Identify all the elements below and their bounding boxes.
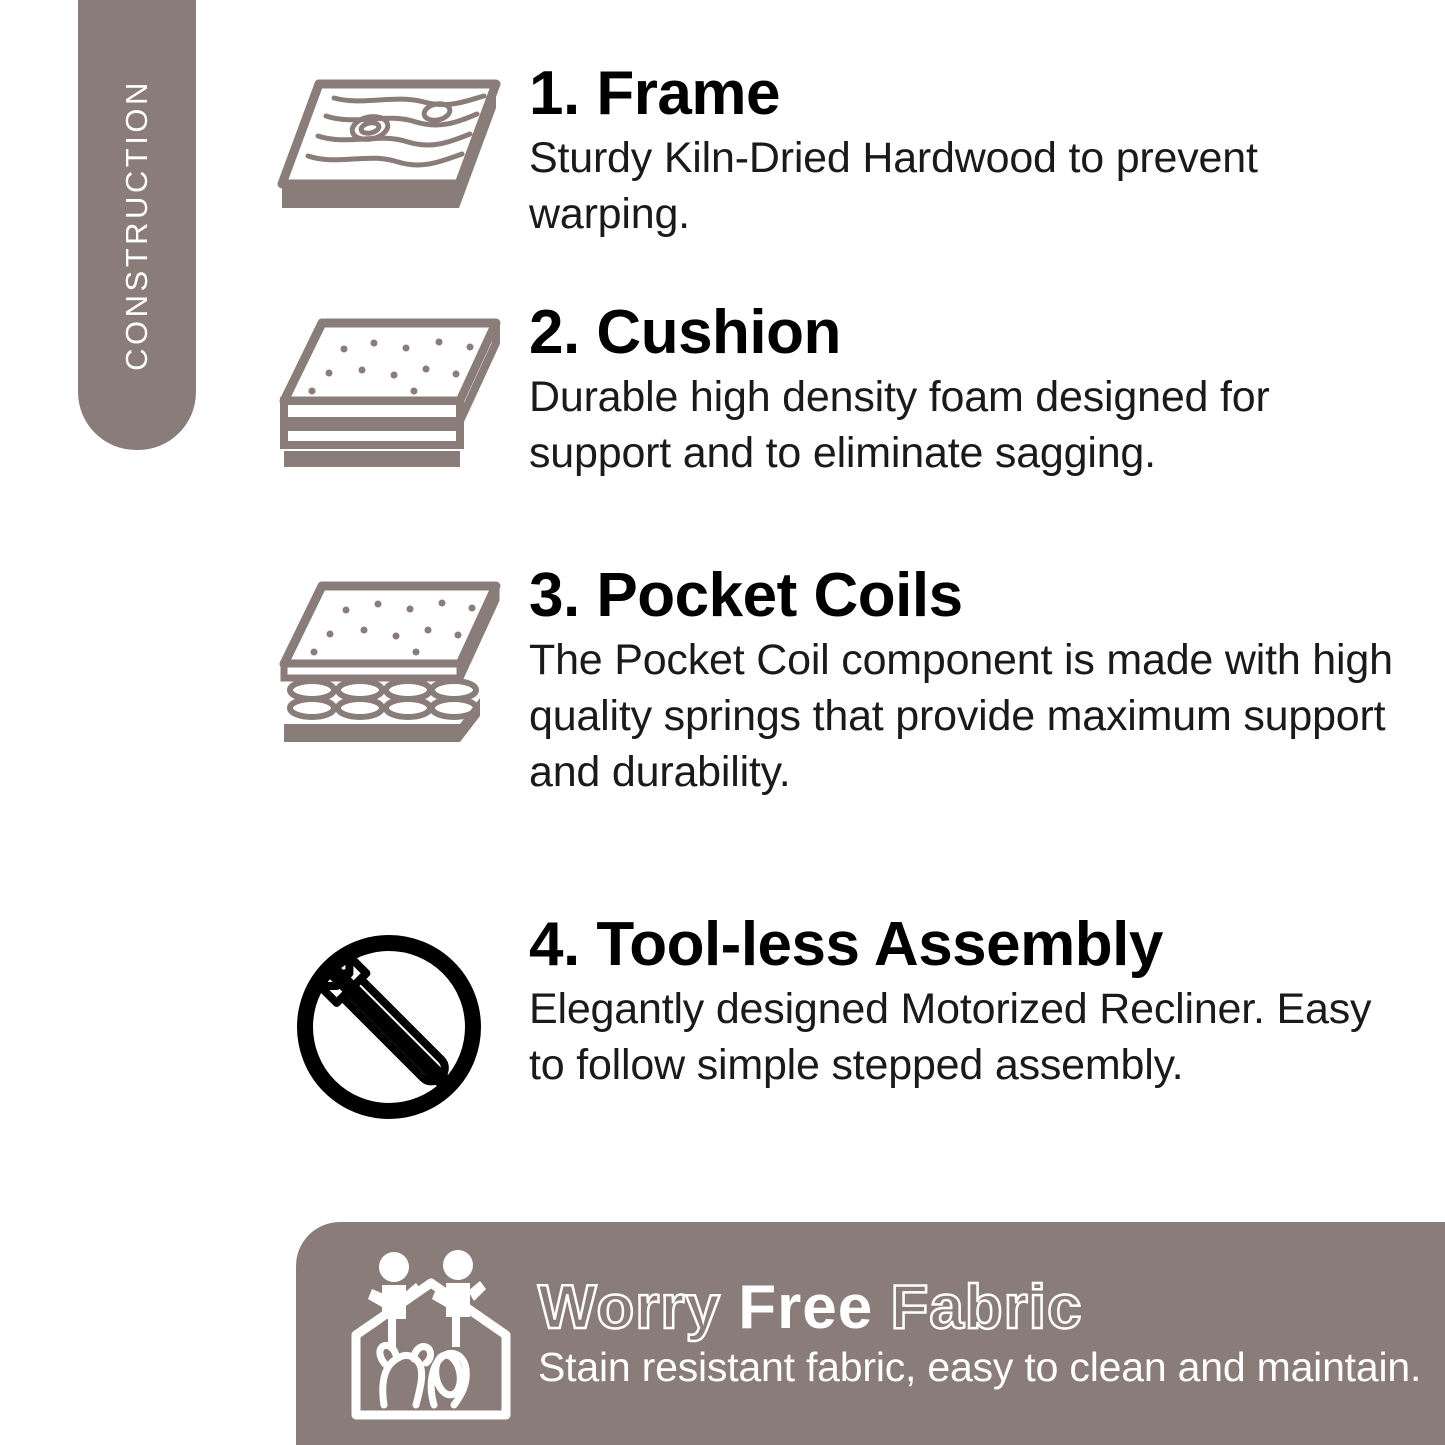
pocket-coils-icon	[255, 564, 523, 763]
list-item	[255, 59, 1405, 243]
banner-title-word-2: Free	[738, 1273, 874, 1343]
feature-body: Elegantly designed Motorized Recliner. Easy to follow simple stepped assembly.	[529, 985, 1372, 1090]
family-pet-house-icon	[336, 1239, 526, 1429]
banner-subtitle: Stain resistant fabric, easy to clean and maintain.	[538, 1344, 1422, 1391]
feature-body: Sturdy Kiln-Dried Hardwood to prevent warping.	[529, 134, 1258, 239]
feature-body: Durable high density foam designed for support and to eliminate sagging.	[529, 373, 1270, 478]
feature-title: 2. Cushion	[529, 298, 841, 368]
feature-title: 3. Pocket Coils	[529, 561, 963, 631]
banner-title	[538, 1273, 1421, 1343]
list-item	[255, 909, 1405, 1127]
feature-title: 1. Frame	[529, 59, 781, 128]
worry-free-fabric-banner	[296, 1222, 1445, 1445]
side-tab-label: CONSTRUCTION	[119, 79, 154, 371]
banner-title-word-1: Worry	[538, 1273, 722, 1343]
feature-text	[523, 561, 1405, 801]
feature-body: The Pocket Coil component is made with high quality springs that provide maximum support and durability.	[529, 636, 1393, 797]
foam-cushion-icon	[255, 301, 523, 480]
banner-text	[526, 1273, 1421, 1393]
feature-text	[523, 59, 1405, 243]
wood-plank-icon	[255, 62, 523, 226]
feature-text	[523, 909, 1405, 1094]
list-item	[255, 561, 1405, 801]
banner-title-word-3: Fabric	[890, 1273, 1083, 1343]
feature-text	[523, 298, 1405, 482]
no-tools-wrench-icon	[255, 913, 523, 1127]
construction-side-tab	[78, 0, 196, 450]
feature-title: 4. Tool-less Assembly	[529, 909, 1163, 979]
list-item	[255, 298, 1405, 482]
feature-list	[255, 59, 1405, 1161]
